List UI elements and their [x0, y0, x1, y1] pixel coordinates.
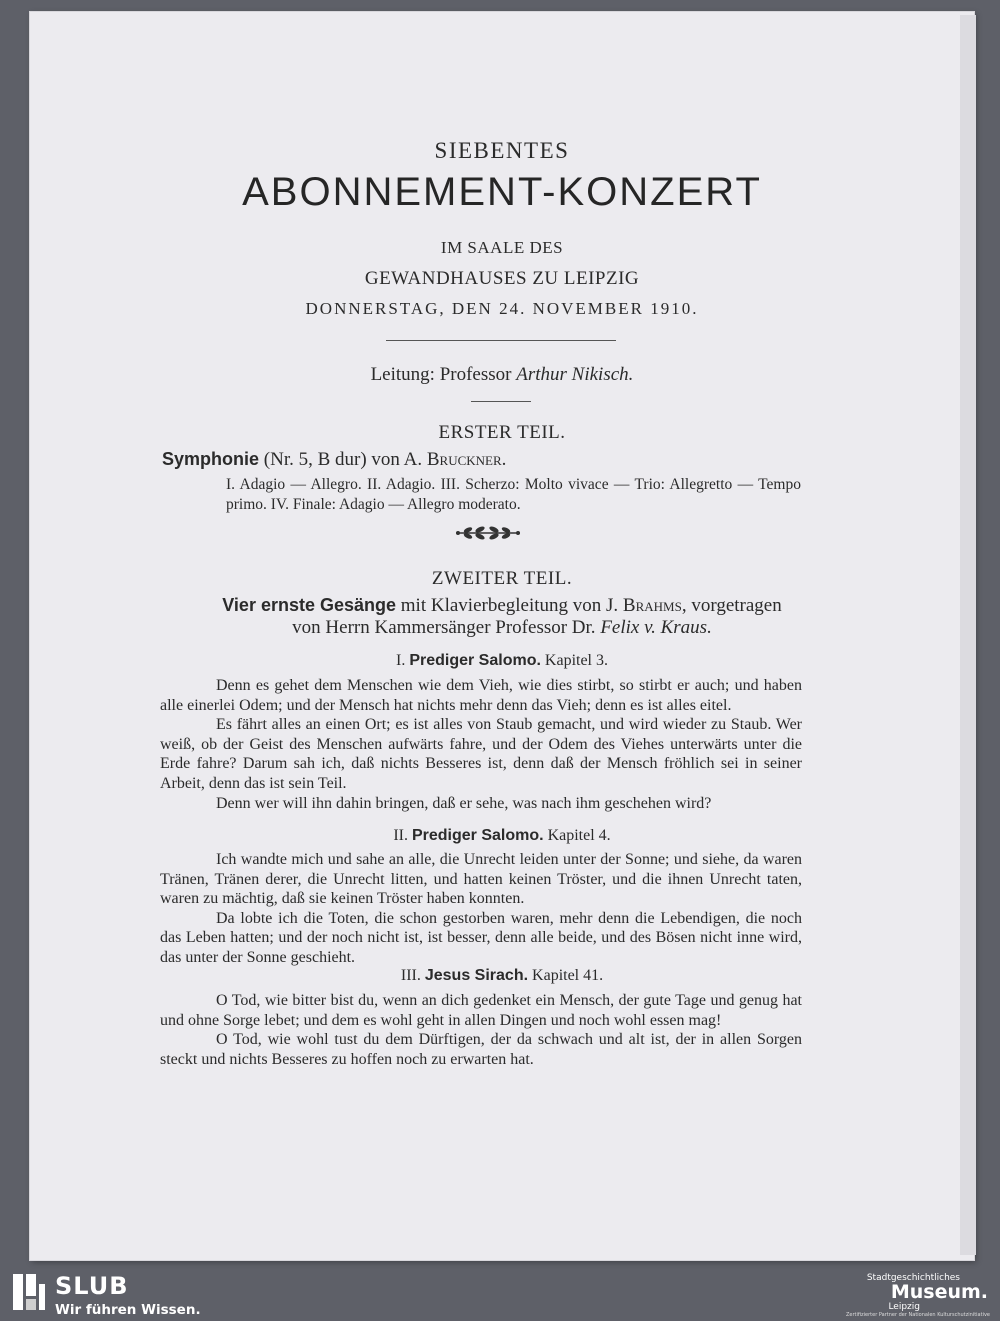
- song-text: [160, 676, 802, 813]
- museum-certificate: Zertifizierter Partner der Nationalen Kulturschutzinitiative: [845, 1312, 990, 1318]
- song-paragraph: Es fährt alles an einen Ort; es ist alles von Staub gemacht, und wird wieder zu Staub. Wer weiß, ob der Geist des Menschen aufwärts fahre, und der Odem des Viehes unterwärts unter die Erde fahre? Darum sah ich, daß nichts Besseres ist, denn daß der Mensch fröhlich sei in seiner Arbeit, denn das ist sein Teil.: [160, 716, 802, 792]
- slub-title: SLUB: [55, 1272, 129, 1300]
- song-text: [160, 850, 802, 968]
- song-chapter: Kapitel 4.: [543, 827, 611, 844]
- header-venue-line1: IM SAALE DES: [440, 238, 564, 257]
- song-heading: [30, 827, 974, 845]
- header-siebentes: SIEBENTES: [434, 138, 570, 163]
- museum-city: Leipzig: [888, 1302, 920, 1312]
- song-heading: [30, 967, 974, 985]
- part1-title: ERSTER TEIL.: [438, 422, 566, 443]
- part1-work-details: (Nr. 5, B dur) von A.: [259, 449, 427, 470]
- header-title: ABONNEMENT-KONZERT: [242, 170, 762, 214]
- song-paragraph: O Tod, wie bitter bist du, wenn an dich gedenket ein Mensch, der gute Tage und genug hat und ohne Sorge lebet; und dem es wohl geht in allen Dingen und noch wohl essen mag!: [160, 992, 802, 1029]
- museum-label: Museum.: [890, 1281, 988, 1303]
- part2-work-details: mit Klavierbegleitung von J.: [396, 595, 623, 616]
- paper-edge: [960, 15, 976, 1255]
- song-chapter: Kapitel 41.: [528, 967, 604, 984]
- part1-work-title: Symphonie: [162, 449, 260, 469]
- part2-composer: Brahms,: [622, 595, 687, 616]
- slub-subtitle: Wir führen Wissen.: [55, 1302, 201, 1318]
- song-number: III.: [400, 967, 425, 984]
- song-title: Jesus Sirach.: [424, 967, 529, 984]
- conductor-prefix: Leitung: Professor: [370, 364, 517, 385]
- song-paragraph: Ich wandte mich und sahe an alle, die Unrecht leiden unter der Sonne; und siehe, da waren Tränen, Tränen derer, die Unrecht litten, und hatten keinen Tröster, und die ihnen Unrecht taten, waren zu mächtig, daß sie keinen Tröster haben konnten.: [160, 851, 802, 908]
- part2-work-title: Vier ernste Gesänge: [222, 595, 397, 615]
- song-paragraph: O Tod, wie wohl tust du dem Dürftigen, der da schwach und alt ist, der in allen Sorgen steckt und nichts Besseres zu hoffen noch zu erwarten hat.: [160, 1031, 802, 1068]
- song-title: Prediger Salomo.: [411, 827, 544, 844]
- part1-movements: I. Adagio — Allegro. II. Adagio. III. Scherzo: Molto vivace — Trio: Allegretto — Tempo primo. IV. Finale: Adagio — Allegro moderato.: [226, 476, 801, 513]
- song-paragraph: Denn wer will ihn dahin bringen, daß er sehe, was nach ihm geschehen wird?: [216, 794, 712, 812]
- part2-performer-prefix: von Herrn Kammersänger Professor Dr.: [292, 617, 601, 638]
- song-chapter: Kapitel 3.: [540, 652, 608, 669]
- part2-performer: Felix v. Kraus.: [600, 617, 712, 638]
- part1-work: [162, 449, 506, 471]
- song-heading: [30, 652, 974, 670]
- song-number: I.: [395, 652, 410, 669]
- song-text: [160, 991, 802, 1069]
- part2-title: ZWEITER TEIL.: [431, 568, 573, 589]
- floral-ornament-icon: [448, 524, 528, 542]
- program-sheet: [30, 12, 974, 1260]
- part2-work-tail: vorgetragen: [686, 595, 782, 616]
- song-paragraph: Da lobte ich die Toten, die schon gestorben waren, mehr denn die Lebendigen, die noch das Leben hatten; und der noch nicht ist, ist besser, denn alle beide, und des Bösen nicht inne wird, das unter der Sonne geschieht.: [160, 909, 802, 966]
- divider-rule-short: [471, 401, 531, 402]
- song-title: Prediger Salomo.: [409, 652, 541, 669]
- part2-work: [30, 594, 974, 639]
- header-venue-line2: GEWANDHAUSES ZU LEIPZIG: [364, 268, 640, 289]
- conductor-line: [30, 364, 974, 386]
- slub-logo-icon: [11, 1272, 47, 1312]
- song-number: II.: [393, 827, 412, 844]
- divider-rule: [386, 340, 616, 341]
- song-paragraph: Denn es gehet dem Menschen wie dem Vieh, wie dies stirbt, so stirbt er auch; und haben alle einerlei Odem; und der Mensch hat nichts mehr denn das Vieh; denn es ist alles eitel.: [160, 677, 802, 714]
- conductor-name: Arthur Nikisch.: [516, 364, 634, 385]
- concert-date: DONNERSTAG, DEN 24. NOVEMBER 1910.: [305, 299, 699, 318]
- museum-label-small: Stadtgeschichtliches: [866, 1273, 960, 1283]
- part1-composer: Bruckner.: [426, 449, 507, 470]
